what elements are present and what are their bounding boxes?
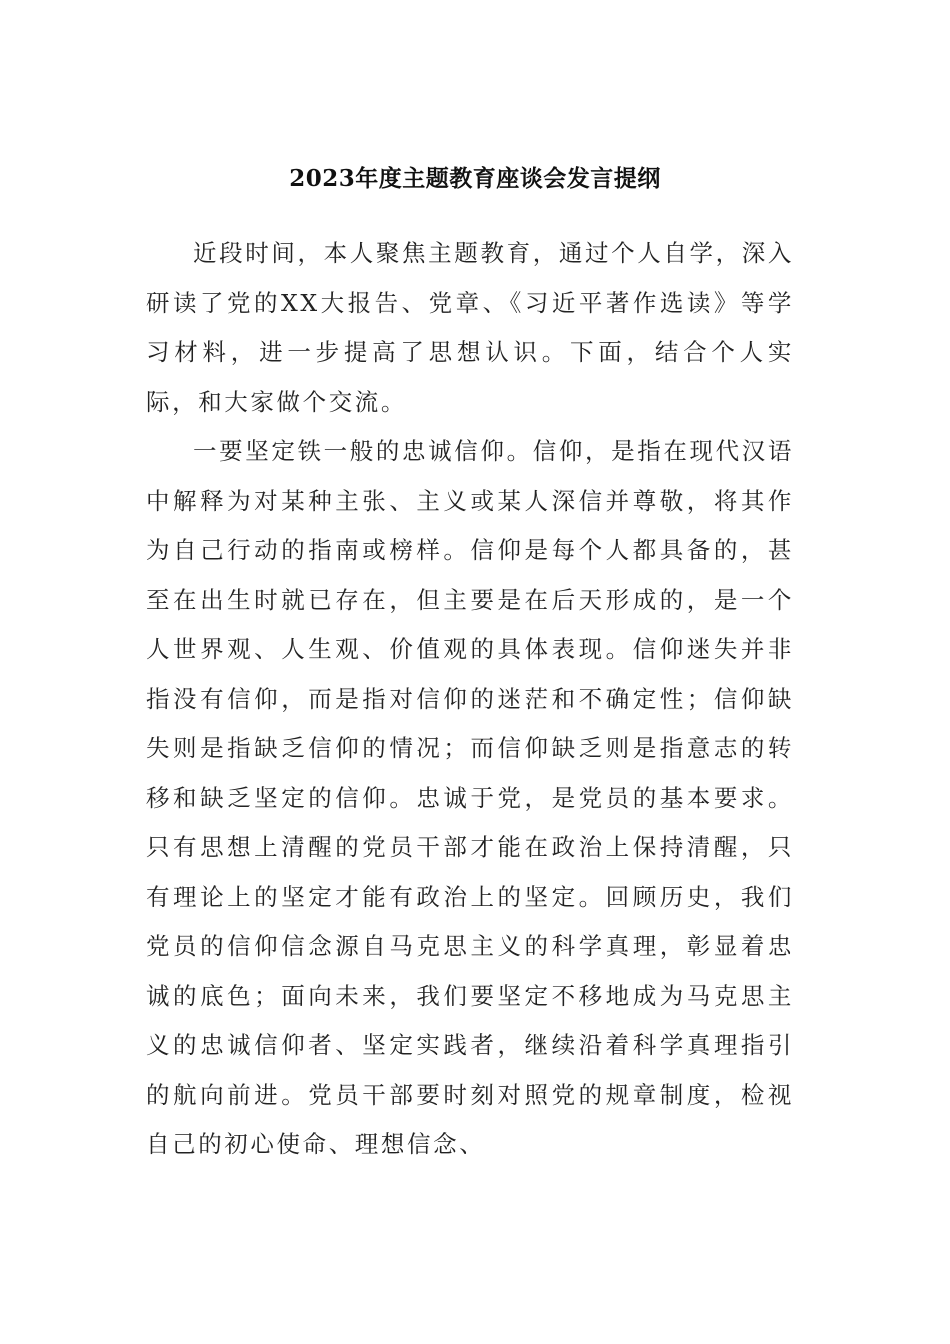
paragraph-intro: 近段时间，本人聚焦主题教育，通过个人自学，深入研读了党的XX大报告、党章、《习近平著作选读》等学习材料，进一步提高了思想认识。下面，结合个人实际，和大家做个交流。: [146, 239, 794, 416]
document-title: 2023年度主题教育座谈会发言提纲: [289, 165, 661, 192]
paragraph-loyalty-belief: 一要坚定铁一般的忠诚信仰。信仰，是指在现代汉语中解释为对某种主张、主义或某人深信并尊敬，将其作为自己行动的指南或榜样。信仰是每个人都具备的，甚至在出生时就已存在，但主要是在后天形成的，是一个人世界观、人生观、价值观的具体表现。信仰迷失并非指没有信仰，而是指对信仰的迷茫和不确定性；信仰缺失则是指缺乏信仰的情况；而信仰缺乏则是指意志的转移和缺乏坚定的信仰。忠诚于党，是党员的基本要求。只有思想上清醒的党员干部才能在政治上保持清醒，只有理论上的坚定才能有政治上的坚定。回顾历史，我们党员的信仰信念源自马克思主义的科学真理，彰显着忠诚的底色；面向未来，我们要坚定不移地成为马克思主义的忠诚信仰者、坚定实践者，继续沿着科学真理指引的航向前进。党员干部要时刻对照党的规章制度，检视自己的初心使命、理想信念、: [146, 437, 794, 1158]
document-body: [146, 229, 794, 1170]
